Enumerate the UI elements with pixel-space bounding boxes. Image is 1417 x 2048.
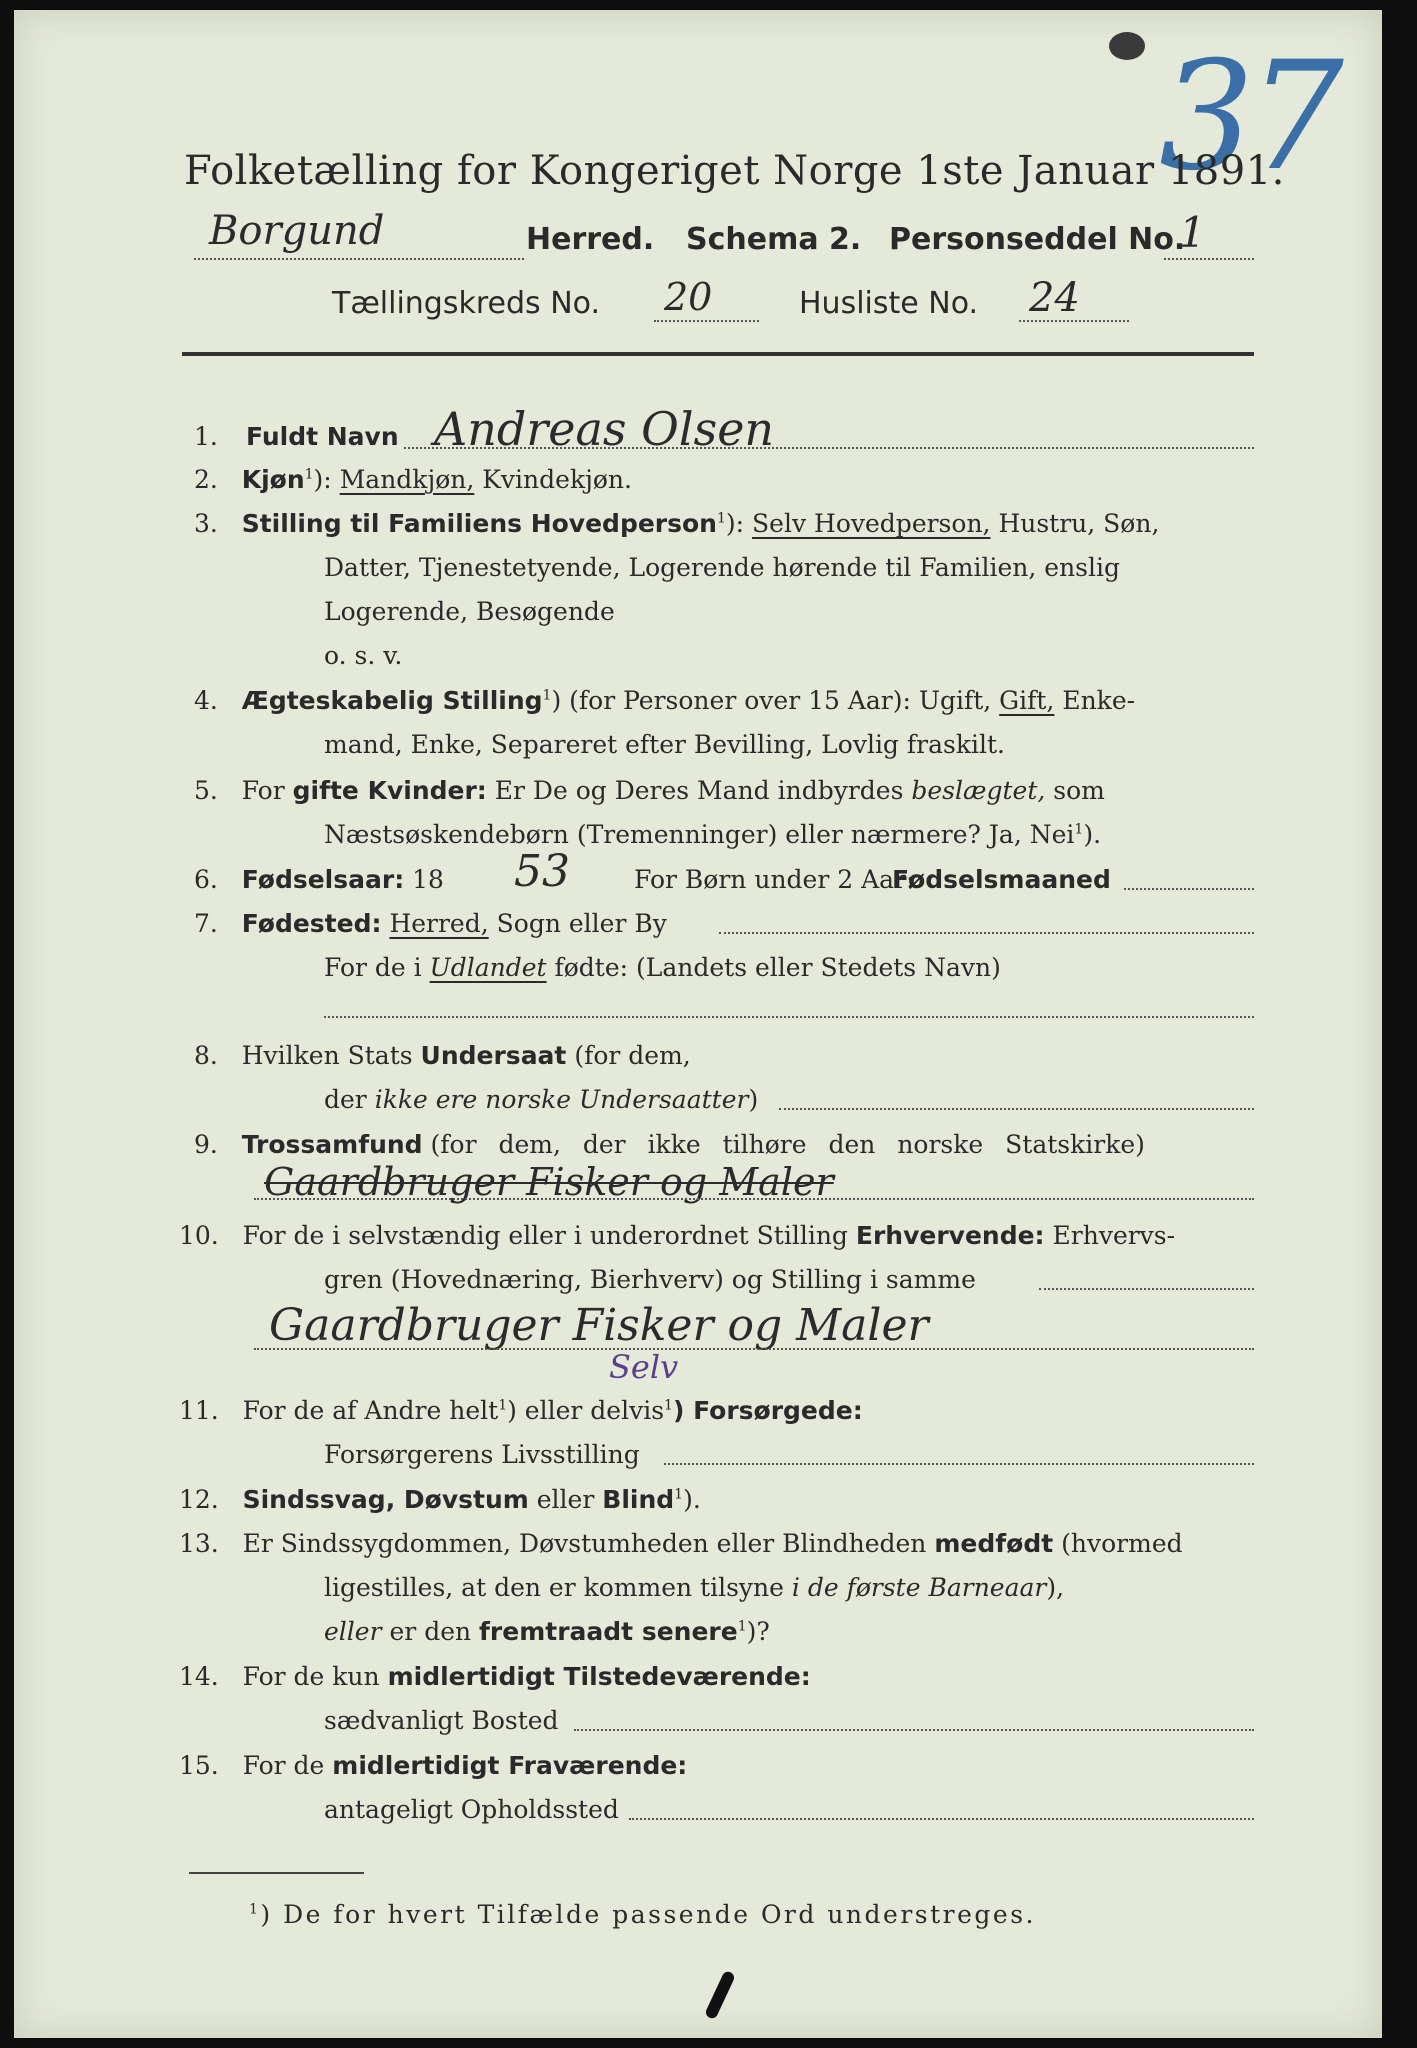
item-12-mid: eller	[536, 1485, 595, 1514]
footnote-rule	[189, 1872, 364, 1874]
item-6-dotline	[1124, 888, 1254, 890]
item-2-label: Kjøn	[241, 465, 305, 494]
item-8-line2	[324, 1085, 758, 1114]
item-14-pre: For de kun	[242, 1662, 380, 1691]
item-6-label2: Fødselsmaaned	[892, 865, 1111, 894]
item-15-pre: For de	[242, 1751, 325, 1780]
item-5-number: 5.	[194, 776, 218, 805]
item-5-row	[194, 776, 1105, 805]
birth-year-prefix: 18	[412, 865, 444, 894]
item-12-number: 12.	[179, 1485, 219, 1514]
item-12-label2: Blind	[602, 1485, 675, 1514]
item-13-rest: (hvormed	[1061, 1529, 1183, 1558]
item-14-row	[179, 1662, 811, 1691]
item-2-row	[194, 465, 632, 494]
schema-label: Schema 2.	[686, 222, 862, 257]
item-13-pre: Er Sindssygdommen, Døvstumheden eller Blindheden	[242, 1529, 927, 1558]
item-12-label: Sindssvag, Døvstum	[242, 1485, 529, 1514]
item-9-value-struck: Gaardbruger Fisker og Maler	[264, 1160, 834, 1204]
item-13-line3	[324, 1617, 770, 1646]
birth-year-value: 53	[514, 846, 570, 897]
herred-value: Borgund	[209, 208, 385, 254]
item-3-line3: Logerende, Besøgende	[324, 597, 615, 626]
item-14-line2: sædvanligt Bosted	[324, 1706, 559, 1735]
item-8-dotline	[779, 1108, 1254, 1110]
item-9-rest: (for dem, der ikke tilhøre den norske Statskirke)	[430, 1130, 1145, 1159]
item-14-label: midlertidigt Tilstedeværende:	[387, 1662, 811, 1691]
item-15-label: midlertidigt Fraværende:	[332, 1751, 688, 1780]
item-13-line2a: ligestilles, at den er kommen tilsyne	[324, 1573, 784, 1602]
item-5-line2	[324, 820, 1101, 849]
item-12-row	[179, 1485, 701, 1514]
item-8-pre: Hvilken Stats	[241, 1041, 413, 1070]
item-7-row	[194, 909, 667, 938]
herred-dotline	[194, 258, 524, 260]
item-13-italic: i de første Barneaar	[791, 1573, 1047, 1602]
item-3-number: 3.	[194, 509, 218, 538]
husliste-dotline	[1019, 320, 1129, 322]
husliste-label: Husliste No.	[799, 286, 979, 321]
item-10-rest: Erhvervs-	[1052, 1221, 1176, 1250]
item-15-dotline	[629, 1818, 1254, 1820]
item-3-options-rest: Hustru, Søn,	[998, 509, 1160, 538]
item-3-sup: 1	[716, 510, 726, 527]
item-13-line2	[324, 1573, 1064, 1602]
item-11-line2: Forsørgerens Livsstilling	[324, 1440, 640, 1469]
item-5-sup: 1	[1074, 821, 1084, 838]
footnote-text: ) De for hvert Tilfælde passende Ord understreges.	[260, 1900, 1036, 1929]
item-4-label: Ægteskabelig Stilling	[241, 686, 543, 715]
item-7-option-herred: Herred,	[389, 909, 489, 938]
item-7-dotline2	[324, 1016, 1254, 1018]
taellingskreds-label: Tællingskreds No.	[332, 286, 600, 321]
item-13-label: medfødt	[934, 1529, 1054, 1558]
item-5-italic: beslægtet,	[911, 776, 1046, 805]
item-8-label: Undersaat	[420, 1041, 567, 1070]
item-4-line2: mand, Enke, Separeret efter Bevilling, Lovlig fraskilt.	[324, 730, 1005, 759]
item-3-option-selv: Selv Hovedperson,	[752, 509, 991, 538]
item-7-dotline	[719, 932, 1254, 934]
item-6-number: 6.	[194, 865, 218, 894]
item-5-pre: For	[241, 776, 285, 805]
item-9-dotline	[254, 1198, 1254, 1200]
taellingskreds-value: 20	[664, 275, 713, 319]
item-15-number: 15.	[179, 1751, 219, 1780]
taellingskreds-dotline	[654, 320, 759, 322]
item-3-line2: Datter, Tjenestetyende, Logerende hørende til Familien, enslig	[324, 553, 1121, 582]
item-10-line2: gren (Hovednæring, Bierhverv) og Stilling i samme	[324, 1265, 976, 1294]
item-4-row	[194, 686, 1135, 715]
item-7-udlandet: Udlandet	[429, 953, 547, 982]
item-9-row	[194, 1130, 1259, 1159]
item-10-number: 10.	[179, 1221, 219, 1250]
item-7-rest: Sogn eller By	[496, 909, 667, 938]
item-4-option-gift: Gift,	[999, 686, 1055, 715]
item-3-row	[194, 509, 1159, 538]
item-11-number: 11.	[179, 1396, 219, 1425]
header-rule	[182, 352, 1254, 356]
item-2-number: 2.	[194, 465, 218, 494]
item-3-line4: o. s. v.	[324, 641, 403, 670]
item-4-sup: 1	[542, 687, 552, 704]
item-2-sup: 1	[304, 466, 314, 483]
item-13-row	[179, 1529, 1183, 1558]
item-13-sup: 1	[737, 1618, 747, 1635]
item-10-dotline2	[254, 1348, 1254, 1350]
item-4-number: 4.	[194, 686, 218, 715]
item-6-mid: For Børn under 2 Aar:	[634, 865, 915, 894]
item-8-number: 8.	[194, 1041, 218, 1070]
item-13-number: 13.	[179, 1529, 219, 1558]
item-15-line2: antageligt Opholdssted	[324, 1795, 619, 1824]
item-2-colon: ):	[313, 465, 332, 494]
item-15-row	[179, 1751, 687, 1780]
occupation-value: Gaardbruger Fisker og Maler	[269, 1300, 929, 1351]
item-13-line3a: er den	[389, 1617, 472, 1646]
item-11-pre: For de af Andre helt	[242, 1396, 499, 1425]
full-name-value: Andreas Olsen	[434, 402, 775, 456]
item-2-option-mandkjon: Mandkjøn,	[339, 465, 475, 494]
footnote	[249, 1900, 1036, 1929]
item-8-rest: (for dem,	[574, 1041, 691, 1070]
item-7-label: Fødested:	[241, 909, 382, 938]
item-1-number: 1.	[194, 422, 218, 451]
item-13-line2b: ),	[1046, 1573, 1065, 1602]
item-5-label: gifte Kvinder:	[292, 776, 487, 805]
item-3-label: Stilling til Familiens Hovedperson	[241, 509, 717, 538]
ink-blot	[1109, 32, 1145, 60]
item-8-line2b: )	[748, 1085, 759, 1114]
item-12-end: ).	[683, 1485, 701, 1514]
item-11-mid: ) eller delvis	[507, 1396, 665, 1425]
item-1-dotline	[404, 447, 1254, 449]
item-10-label: Erhvervende:	[855, 1221, 1045, 1250]
item-10-pre: For de i selvstændig eller i underordnet Stilling	[242, 1221, 848, 1250]
item-11-dotline	[664, 1463, 1254, 1465]
item-1-label: Fuldt Navn	[246, 422, 399, 451]
husliste-value: 24	[1029, 275, 1080, 321]
personseddel-dotline	[1164, 258, 1254, 260]
footnote-sup: 1	[249, 1901, 261, 1918]
item-6-label: Fødselsaar:	[241, 865, 405, 894]
item-8-italic: ikke ere norske Undersaatter	[374, 1085, 749, 1114]
herred-label: Herred.	[526, 222, 655, 257]
personseddel-label: Personseddel No.	[889, 222, 1186, 257]
item-11-label: ) Forsørgede:	[672, 1396, 863, 1425]
item-12-sup: 1	[674, 1486, 684, 1503]
item-7-line2	[324, 953, 1001, 982]
item-11-sup2: 1	[664, 1397, 673, 1414]
item-2-option-kvindekjon: Kvindekjøn.	[482, 465, 632, 494]
ink-mark-bottom	[704, 1970, 736, 2020]
item-14-number: 14.	[179, 1662, 219, 1691]
item-8-row	[194, 1041, 691, 1070]
item-4-rest: ) (for Personer over 15 Aar): Ugift,	[551, 686, 992, 715]
item-5-rest: Er De og Deres Mand indbyrdes	[494, 776, 904, 805]
occupation-value-selv: Selv	[609, 1348, 679, 1386]
item-5-end: som	[1053, 776, 1105, 805]
item-7-line2b: fødte: (Landets eller Stedets Navn)	[554, 953, 1001, 982]
item-8-line2a: der	[324, 1085, 367, 1114]
item-9-number: 9.	[194, 1130, 218, 1159]
personseddel-value: 1	[1179, 208, 1206, 257]
item-10-row	[179, 1221, 1175, 1250]
item-5-line2-text: Næstsøskendebørn (Tremenninger) eller nærmere? Ja, Nei	[324, 820, 1075, 849]
item-7-number: 7.	[194, 909, 218, 938]
item-5-line2-end: ).	[1083, 820, 1102, 849]
item-10-dotline	[1039, 1288, 1254, 1290]
item-9-label: Trossamfund	[241, 1130, 423, 1159]
item-11-row	[179, 1396, 863, 1425]
item-4-after: Enke-	[1062, 686, 1136, 715]
item-13-eller: eller	[324, 1617, 382, 1646]
item-11-sup: 1	[498, 1397, 508, 1414]
item-13-line3-end: )?	[746, 1617, 770, 1646]
item-6-row	[194, 865, 444, 894]
page-number: 37	[1159, 30, 1338, 204]
item-7-line2a: For de i	[324, 953, 422, 982]
item-14-dotline	[574, 1729, 1254, 1731]
item-3-colon: ):	[725, 509, 745, 538]
item-13-line3-label: fremtraadt senere	[479, 1617, 738, 1646]
form-title: Folketælling for Kongeriget Norge 1ste Januar 1891.	[184, 148, 1285, 194]
census-form-page	[14, 10, 1382, 2038]
